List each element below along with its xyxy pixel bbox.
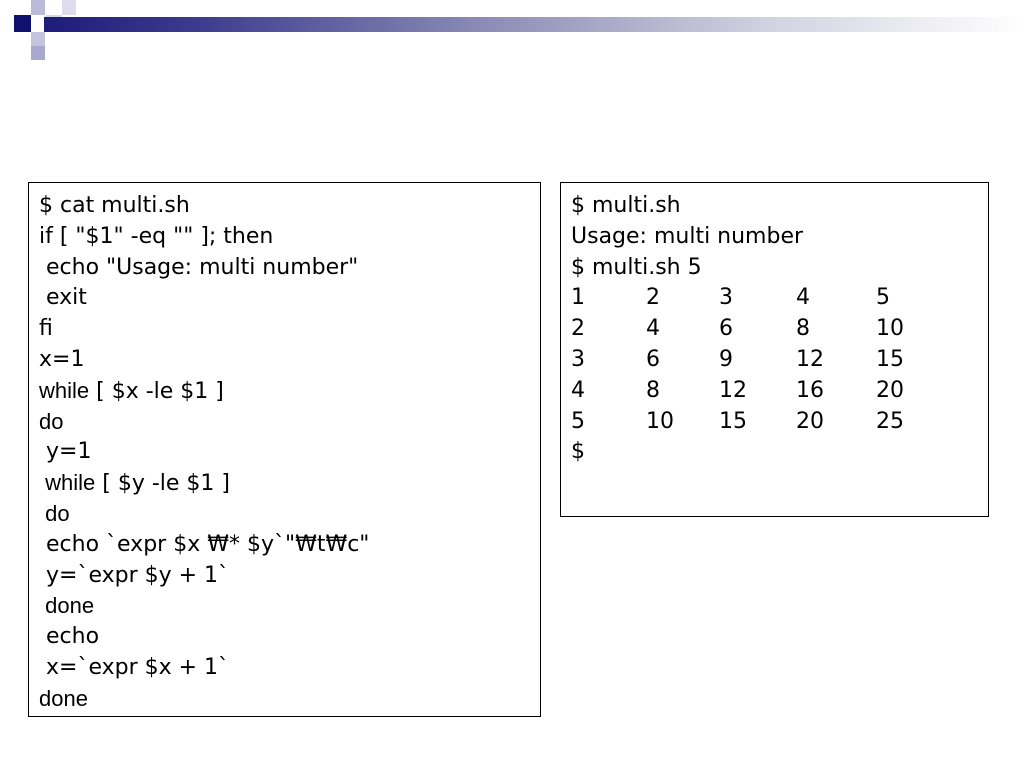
code-line: $ cat multi.sh [39, 193, 190, 218]
keyword: do [39, 500, 70, 526]
output-line: $ multi.sh [571, 193, 681, 218]
table-row [571, 314, 978, 345]
code-line [39, 499, 530, 530]
table-cell: 6 [646, 346, 660, 372]
code-line [39, 407, 530, 438]
table-cell: 10 [876, 316, 904, 342]
table-row [571, 345, 978, 376]
table-cell: 10 [646, 408, 674, 434]
table-cell: 16 [796, 377, 824, 403]
multiplication-table [571, 283, 978, 437]
table-cell: 5 [876, 285, 890, 311]
code-line: y=1 [39, 439, 92, 465]
code-line: y=`expr $y + 1` [39, 562, 230, 588]
table-cell: 12 [719, 377, 747, 403]
code-line: fi [39, 316, 53, 342]
code-line: exit [39, 285, 87, 311]
table-cell: 2 [571, 316, 585, 342]
output-line: $ multi.sh 5 [571, 254, 702, 280]
code-line [39, 376, 530, 407]
table-cell: 4 [646, 316, 660, 342]
shell-prompt: $ [571, 439, 585, 465]
code-text: [ $x -le $1 ] [89, 378, 224, 404]
code-line: if [ "$1" -eq "" ]; then [39, 223, 274, 249]
code-text: [ $y -le $1 ] [95, 471, 230, 497]
table-cell: 3 [571, 346, 585, 372]
keyword: while [39, 377, 90, 403]
table-cell: 15 [719, 408, 747, 434]
header-square-decoration [62, 0, 76, 15]
table-cell: 9 [719, 346, 733, 372]
code-line [39, 468, 530, 499]
keyword: done [39, 593, 95, 619]
table-row [571, 376, 978, 407]
table-cell: 1 [571, 285, 585, 311]
table-cell: 20 [876, 377, 904, 403]
table-cell: 3 [719, 285, 733, 311]
keyword: while [39, 470, 96, 496]
table-cell: 2 [646, 285, 660, 311]
table-cell: 5 [571, 408, 585, 434]
code-line: x=1 [39, 346, 85, 372]
code-line: echo [39, 624, 100, 650]
header-square-decoration [31, 32, 45, 46]
header-square-decoration [14, 15, 31, 32]
table-row [571, 283, 978, 314]
code-line: echo "Usage: multi number" [39, 254, 359, 280]
script-source-panel [28, 182, 541, 717]
table-cell: 8 [796, 316, 810, 342]
header-gradient-bar [44, 17, 1024, 32]
table-cell: 25 [876, 408, 904, 434]
header-square-decoration [31, 46, 45, 60]
table-cell: 12 [796, 346, 824, 372]
output-line: Usage: multi number [571, 223, 804, 249]
header-square-decoration [31, 0, 45, 15]
script-output-panel [560, 182, 989, 517]
code-line: x=`expr $x + 1` [39, 654, 230, 680]
table-cell: 15 [876, 346, 904, 372]
keyword: do [39, 408, 64, 434]
table-cell: 8 [646, 377, 660, 403]
table-cell: 6 [719, 316, 733, 342]
table-row [571, 407, 978, 438]
code-line: echo `expr $x ₩* $y`"₩t₩c" [39, 531, 370, 557]
table-cell: 4 [796, 285, 810, 311]
code-line [39, 591, 530, 622]
keyword: done [39, 685, 88, 711]
code-line [39, 684, 530, 715]
table-cell: 4 [571, 377, 585, 403]
table-cell: 20 [796, 408, 824, 434]
